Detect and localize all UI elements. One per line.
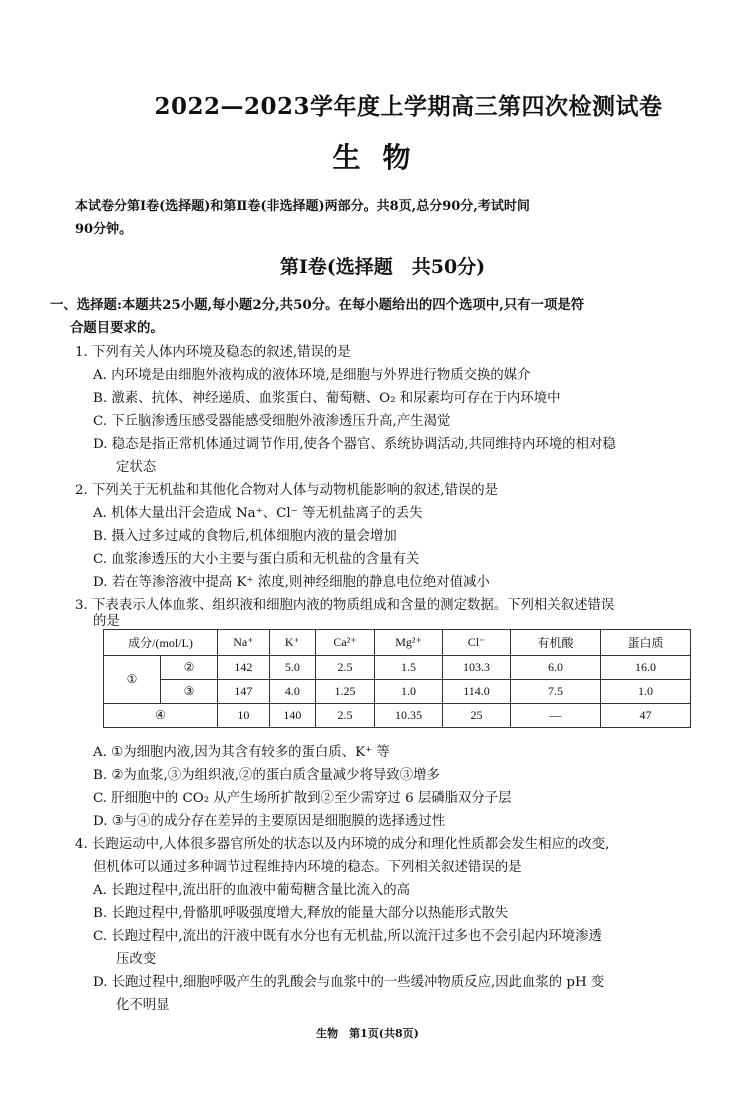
question-3-option-c: C. 肝细胞中的 CO₂ 从产生场所扩散到②至少需穿过 6 层磷脂双分子层 <box>93 791 512 806</box>
question-2-option-a: A. 机体大量出汗会造成 Na⁺、Cl⁻ 等无机盐离子的丢失 <box>93 506 423 521</box>
table-row <box>104 680 691 704</box>
table-header-cell: Cl⁻ <box>443 630 511 656</box>
table-cell: 1.0 <box>601 680 691 704</box>
table-header-cell: K⁺ <box>269 630 315 656</box>
question-3-stem-cont: 的是 <box>93 614 120 629</box>
table-cell: 4.0 <box>269 680 315 704</box>
table-cell: 147 <box>218 680 270 704</box>
question-4-option-b: B. 长跑过程中,骨骼肌呼吸强度增大,释放的能量大部分以热能形式散失 <box>93 906 509 921</box>
table-header-cell: Mg²⁺ <box>374 630 442 656</box>
table-cell: 16.0 <box>601 656 691 680</box>
table-row-label: ④ <box>104 704 218 728</box>
table-row <box>104 704 691 728</box>
question-4-stem-cont: 但机体可以通过多种调节过程维持内环境的稳态。下列相关叙述错误的是 <box>93 860 522 875</box>
table-cell: 10.35 <box>374 704 442 728</box>
table-cell: 1.5 <box>374 656 442 680</box>
question-1-option-d-cont: 定状态 <box>116 460 157 475</box>
section-heading: 第Ⅰ卷(选择题 共50分) <box>279 256 486 278</box>
question-4-option-d: D. 长跑过程中,细胞呼吸产生的乳酸会与血浆中的一些缓冲物质反应,因此血浆的 pH 变 <box>93 975 605 990</box>
table-header-cell: Na⁺ <box>218 630 270 656</box>
question-4-stem: 4. 长跑运动中,人体很多器官所处的状态以及内环境的成分和理化性质都会发生相应的改变, <box>75 837 610 852</box>
table-header-cell: Ca²⁺ <box>316 630 375 656</box>
question-3-option-d: D. ③与④的成分存在差异的主要原因是细胞膜的选择透过性 <box>93 814 446 829</box>
table-corner-cell: 成分/(mol/L) <box>104 630 218 656</box>
table-cell: 140 <box>269 704 315 728</box>
table-header-row <box>104 630 691 656</box>
table-header-cell: 有机酸 <box>511 630 601 656</box>
table-row-label: ③ <box>161 680 218 704</box>
table-group-cell: ① <box>104 656 161 704</box>
question-4-option-d-cont: 化不明显 <box>116 998 170 1013</box>
question-3-option-a: A. ①为细胞内液,因为其含有较多的蛋白质、K⁺ 等 <box>93 745 390 760</box>
table-cell: 25 <box>443 704 511 728</box>
table-cell: 2.5 <box>316 656 375 680</box>
table-cell: 142 <box>218 656 270 680</box>
instruction-line-1: 一、选择题:本题共25小题,每小题2分,共50分。在每小题给出的四个选项中,只有一项是符 <box>50 297 585 313</box>
question-2-stem: 2. 下列关于无机盐和其他化合物对人体与动物机能影响的叙述,错误的是 <box>75 483 499 498</box>
intro-line-2: 90分钟。 <box>75 222 133 237</box>
question-4-option-a: A. 长跑过程中,流出肝的血液中葡萄糖含量比流入的高 <box>93 883 411 898</box>
table-cell: 47 <box>601 704 691 728</box>
table-cell: — <box>511 704 601 728</box>
table-header-cell: 蛋白质 <box>601 630 691 656</box>
question-3-stem: 3. 下表表示人体血浆、组织液和细胞内液的物质组成和含量的测定数据。下列相关叙述错误 <box>75 598 615 613</box>
table-cell: 6.0 <box>511 656 601 680</box>
question-4-option-c: C. 长跑过程中,流出的汗液中既有水分也有无机盐,所以流汗过多也不会引起内环境渗透 <box>93 929 602 944</box>
table-cell: 114.0 <box>443 680 511 704</box>
intro-line-1: 本试卷分第Ⅰ卷(选择题)和第Ⅱ卷(非选择题)两部分。共8页,总分90分,考试时间 <box>75 199 530 214</box>
table-cell: 1.25 <box>316 680 375 704</box>
table-cell: 1.0 <box>374 680 442 704</box>
question-1-stem: 1. 下列有关人体内环境及稳态的叙述,错误的是 <box>75 345 351 360</box>
question-1-option-b: B. 激素、抗体、神经递质、血浆蛋白、葡萄糖、O₂ 和尿素均可存在于内环境中 <box>93 391 561 406</box>
question-4-option-c-cont: 压改变 <box>116 952 157 967</box>
table-cell: 5.0 <box>269 656 315 680</box>
question-1-option-d: D. 稳态是指正常机体通过调节作用,使各个器官、系统协调活动,共同维持内环境的相对稳 <box>93 437 616 452</box>
question-1-option-a: A. 内环境是由细胞外液构成的液体环境,是细胞与外界进行物质交换的媒介 <box>93 368 531 383</box>
page-footer: 生物 第1页(共8页) <box>316 1027 419 1040</box>
instruction-line-2: 合题目要求的。 <box>70 320 164 336</box>
table-row-label: ② <box>161 656 218 680</box>
question-2-option-c: C. 血浆渗透压的大小主要与蛋白质和无机盐的含量有关 <box>93 552 420 567</box>
table-row <box>104 656 691 680</box>
composition-table <box>103 629 691 728</box>
table-cell: 2.5 <box>316 704 375 728</box>
table-cell: 103.3 <box>443 656 511 680</box>
question-2-option-b: B. 摄入过多过咸的食物后,机体细胞内液的量会增加 <box>93 529 397 544</box>
table-cell: 7.5 <box>511 680 601 704</box>
question-3-option-b: B. ②为血浆,③为组织液,②的蛋白质含量减少将导致③增多 <box>93 768 440 783</box>
question-1-option-c: C. 下丘脑渗透压感受器能感受细胞外液渗透压升高,产生渴觉 <box>93 414 451 429</box>
table-cell: 10 <box>218 704 270 728</box>
subject-title: 生物 <box>332 141 433 174</box>
exam-title: 2022—2023学年度上学期高三第四次检测试卷 <box>154 93 663 120</box>
question-2-option-d: D. 若在等渗溶液中提高 K⁺ 浓度,则神经细胞的静息电位绝对值减小 <box>93 575 490 590</box>
